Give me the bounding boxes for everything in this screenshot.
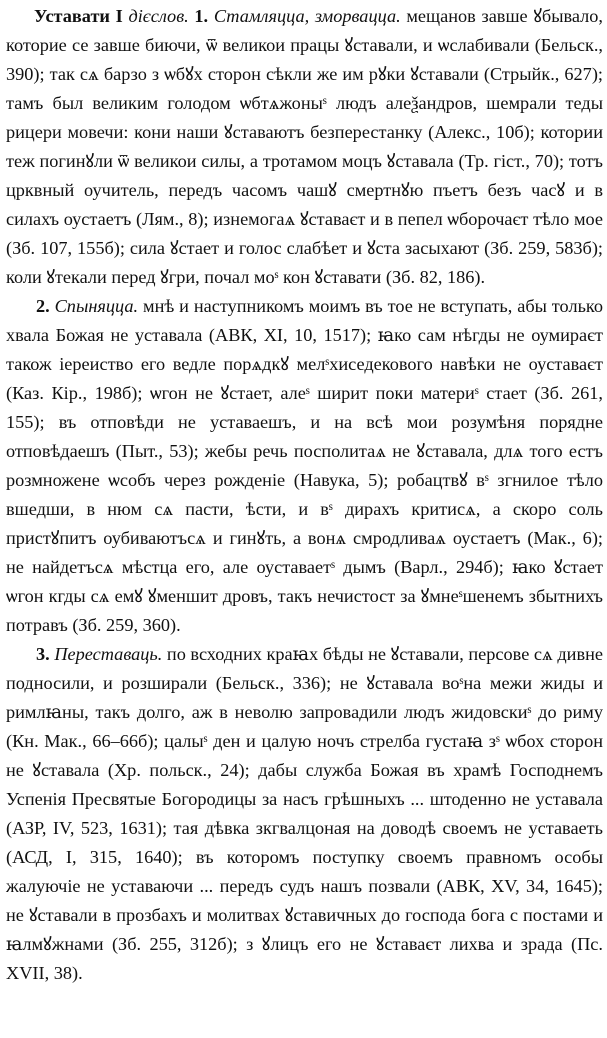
sense-3-paragraph: [6, 640, 603, 988]
sense-gloss-1: Стамляцца, зморвацца.: [213, 6, 401, 26]
sense-1-paragraph: [6, 2, 603, 292]
sense-text-3: по всходних краꙗх бѣды не ꙋставали, персове сѧ дивне подносили, и розширали (Бельск., 336); не ꙋставала воˢна межи жиды и римлꙗны, такъ долго, аж в неволю запровадили людъ жидовскиˢ до риму (Кн. Мак., 66–66б); цалыˢ ден и цалую ночъ стрелба густаꙗ зˢ ѡбох сторон не ꙋставала (Хр. польск., 24); дабы служба Божая въ храмѣ Господнемъ Успенія Пресвятые Богородицы за насъ грѣшныхъ ... штоденно не уставала (АЗР, IV, 523, 1631); тая дѣвка зкгвалцоная на доводѣ своемъ не уставаеть (АСД, I, 315, 1640); въ которомъ поступку своемъ правномъ особы жалуючіе не уставаючи ... передъ судъ нашъ позвали (АВК, XV, 34, 1645); не ꙋставали в прозбахъ и молитвах ꙋставичных до господа бога с постами и ꙗлмꙋжнами (Зб. 255, 312б); з ꙋлицъ его не ꙋставаєт лихва и зрада (Пс. XVII, 38).: [6, 644, 603, 983]
sense-gloss-2: Спыняцца.: [54, 296, 139, 316]
headword: Уставати I: [34, 6, 123, 26]
sense-number-1: 1.: [194, 6, 209, 26]
sense-gloss-3: Переставаць.: [54, 644, 163, 664]
sense-number-3: 3.: [36, 644, 50, 664]
sense-text-2: мнѣ и наступникомъ моимъ въ тое не вступать, абы только хвала Божая не уставала (АВК, XI, 10, 1517); ꙗко сам нѣгды не оумираєт також іереиство его ведле порѧдкꙋ мелˢхиседекового навѣки не оуставаєт (Каз. Кір., 198б); ѡгон не ꙋстает, алеˢ ширит поки материˢ стает (Зб. 261, 155); въ отповѣди не уставаешъ, и на всѣ мои розумѣня порядне отповѣдаешъ (Пыт., 53); жебы речь посполитаѧ не ꙋставала, длѧ того естъ розмножене ѡсобъ черeз рожденіе (Навука, 5); робацтвꙋ вˢ згнилое тѣло вшедши, в нюм сѧ пасти, ѣсти, и вˢ дирахъ критисѧ, а скоро соль пристꙋпитъ оубиваютъсѧ и гинꙋть, а вонѧ смродливаѧ оустаетъ (Мак., 6); не найдетъсѧ мѣстца его, але оуставаетˢ дымъ (Варл., 294б); ꙗко ꙋстает ѡгон кгды сѧ емꙋ ꙋменшит дровъ, такъ нечистост за ꙋмнеˢшенемъ збытнихъ потравъ (Зб. 259, 360).: [6, 296, 603, 635]
sense-2-paragraph: [6, 292, 603, 640]
part-of-speech: дієслов.: [128, 6, 189, 26]
sense-text-1: мещанов завше ꙋбывало, которие се завше биючи, ѿ великои працы ꙋставали, и ѡслабивали (Бельск., 390); так сѧ барзо з ѡбꙋх сторон сѣкли же им рꙋки ꙋставали (Стрыйк., 627); тамъ был великим голодом ѡбтѧжоныˢ людъ алеѯандров, шемрали теды рицери мовечи: кони наши ꙋставаютъ безперестанку (Алекс., 10б); котории теж погинꙋли ѿ великои силы, а тротамом моцъ ꙋставала (Тр. гіст., 70); тотъ црквный оучитель, передъ часомъ чашꙋ смертнꙋю пъетъ безъ часꙋ и в силахъ оустаетъ (Лям., 8); изнемогаѧ ꙋставаєт и в пепел ѡборочаєт тѣло мое (Зб. 107, 155б); сила ꙋстает и голос слабѣет и ꙋста засыхают (Зб. 259, 583б); коли ꙋтекали перед ꙋгри, почал мoˢ кон ꙋставати (Зб. 82, 186).: [6, 6, 603, 287]
dictionary-page: [6, 2, 603, 988]
sense-number-2: 2.: [36, 296, 50, 316]
